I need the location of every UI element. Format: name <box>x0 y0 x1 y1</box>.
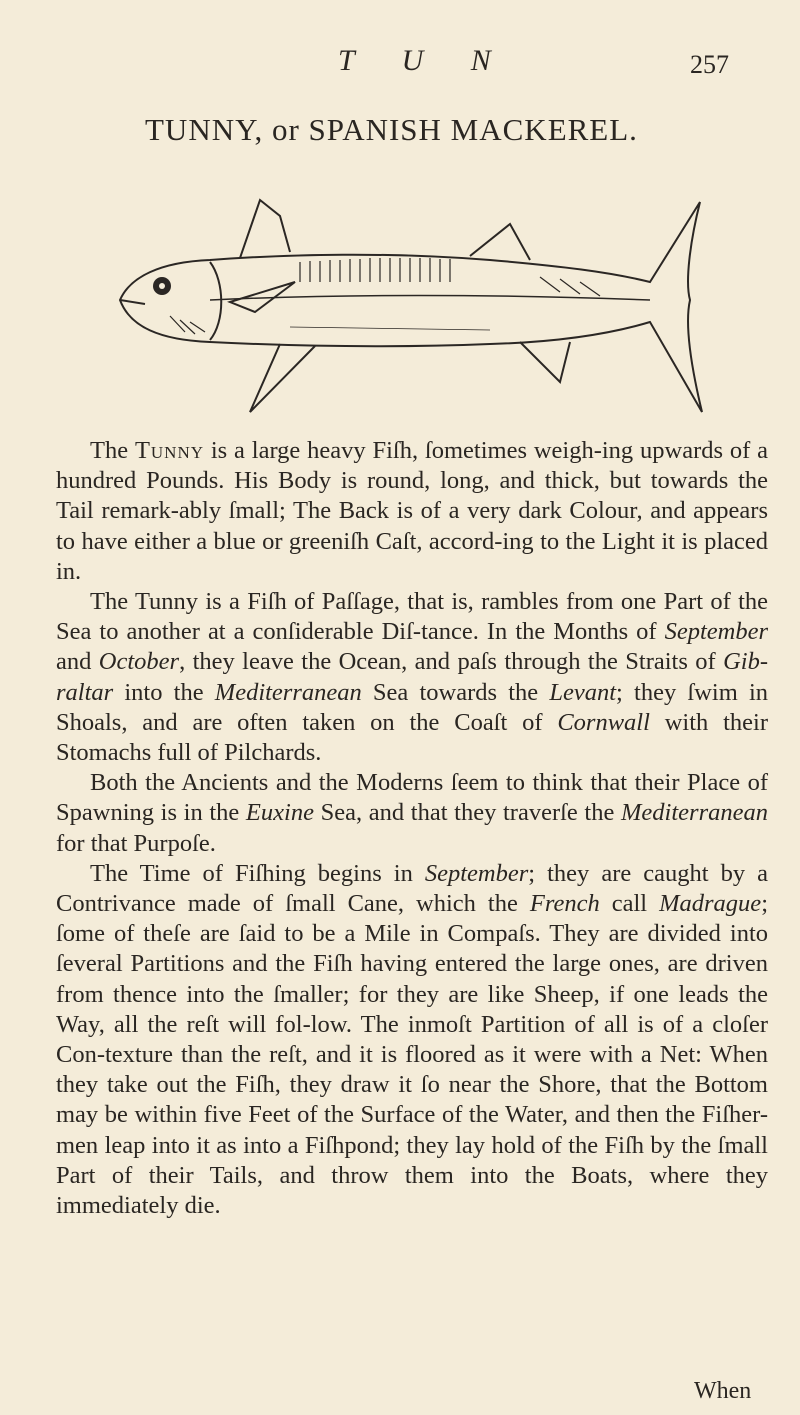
paragraph <box>56 436 768 587</box>
text-run: Sea towards the <box>361 678 550 706</box>
paragraph <box>56 587 768 768</box>
text-run: call <box>599 890 660 918</box>
italic-run: September <box>664 618 768 646</box>
text-run: ; ſome of theſe are ſaid to be a Mile in Compaſs. They are divided into ſeveral Partitions and the Fiſh having entered the large ones, are driven from thence into the ſmaller; for they are like Sheep, if one leads the Way, all the reſt will fol-low. The inmoſt Partition of all is of a cloſer Con-texture than the reſt, and it is floored as it were with a Net: When they take out the Fiſh, they draw it ſo near the Shore, that the Bottom may be within five Feet of the Surface of the Water, and then the Fiſher-men leap into it as into a Fiſhpond; they lay hold of the Fiſh by the ſmall Part of their Tails, and throw them into the Boats, where they immediately die. <box>56 890 768 1220</box>
italic-run: Levant <box>549 678 617 706</box>
text-run: , they leave the Ocean, and paſs through the Straits of <box>179 648 724 676</box>
entry-body <box>56 436 768 1221</box>
running-head <box>0 44 800 84</box>
italic-run: September <box>424 859 529 887</box>
page-number: 257 <box>690 50 729 79</box>
text-run: is a large heavy Fiſh, ſometimes weigh-ing upwards of a hundred Pounds. His Body is round, long, and thick, but towards the Tail remark-ably ſmall; The Back is of a very dark Colour, and appears to have either a blue or greeniſh Caſt, accord-ing to the Light it is placed in. <box>56 437 768 585</box>
text-run: ; they are caught by a Contrivance made of ſmall Cane, which the <box>56 859 768 918</box>
text-run: for that Purpoſe. <box>56 829 216 857</box>
italic-run: October <box>98 648 180 676</box>
fish-engraving <box>90 182 720 422</box>
italic-run: French <box>529 890 600 918</box>
tunny-fish-illustration <box>90 182 720 422</box>
text-run: Both the Ancients and the Moderns ſeem to think that their Place of Spawning is in the <box>56 769 768 827</box>
text-run: Sea, and that they traverſe the <box>313 799 622 827</box>
catchword: When <box>694 1378 752 1404</box>
italic-run: Mediterranean <box>621 799 768 827</box>
text-run: The <box>90 437 135 464</box>
text-run: ; they ſwim in Shoals, and are often taken on the Coaſt of <box>56 678 768 736</box>
text-run: The Tunny is a Fiſh of Paſſage, that is, rambles from one Part of the Sea to another at a conſiderable Diſ-tance. In the Months of <box>56 588 768 646</box>
text-run: into the <box>113 678 215 706</box>
paragraph <box>56 768 768 859</box>
running-head-word: T U N <box>338 44 511 77</box>
italic-run: Euxine <box>245 799 314 827</box>
italic-run: Mediterranean <box>214 678 362 706</box>
italic-run: Madrague <box>659 890 762 918</box>
entry-title: TUNNY, or SPANISH MACKEREL. <box>145 112 638 147</box>
text-run: The Time of Fiſhing begins in <box>90 859 425 887</box>
paragraph <box>56 859 768 1221</box>
text-run: and <box>56 648 99 676</box>
small-caps-run: Tunny <box>134 437 205 464</box>
text-run: with their Stomachs full of Pilchards. <box>56 708 768 767</box>
italic-run: Cornwall <box>557 708 650 736</box>
italic-run: Gib-raltar <box>56 648 768 706</box>
